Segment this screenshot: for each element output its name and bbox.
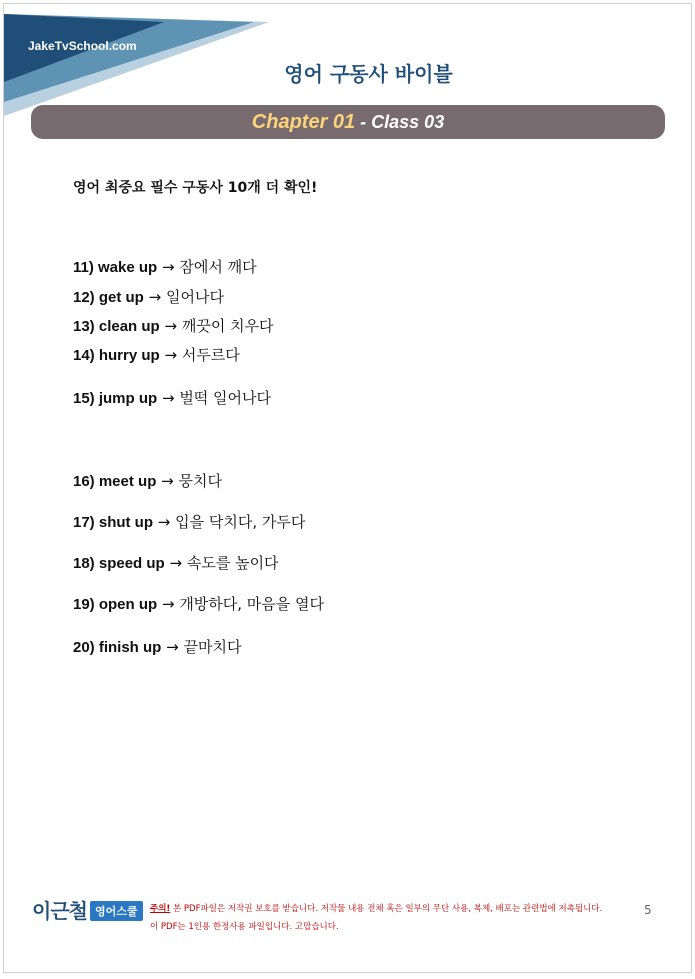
arrow-icon: →: [161, 389, 175, 407]
brand-logo: 이근철: [32, 899, 87, 923]
page-number: 5: [644, 903, 652, 917]
site-name: JakeTvSchool.com: [28, 39, 137, 53]
meaning: 잠에서 깨다: [179, 258, 257, 276]
document-page: [3, 3, 692, 973]
phrasal-verb: 14) hurry up: [73, 347, 160, 364]
meaning: 속도를 높이다: [186, 554, 279, 572]
arrow-icon: →: [161, 595, 175, 613]
arrow-icon: →: [162, 258, 175, 276]
arrow-icon: →: [164, 317, 178, 335]
class-number: - Class 03: [355, 112, 445, 132]
phrasal-verb: 15) jump up: [73, 390, 158, 407]
warning-label: 주의!: [150, 904, 171, 914]
chapter-bar: [31, 105, 665, 139]
page-footer: [4, 892, 692, 942]
phrasal-verb: 11) wake up: [73, 259, 158, 276]
meaning: 일어나다: [165, 288, 224, 306]
phrasal-verb-item: [73, 552, 279, 573]
arrow-icon: →: [166, 638, 179, 656]
book-title: 영어 구동사 바이블: [284, 62, 453, 86]
chapter-number: Chapter 01: [251, 111, 356, 133]
phrasal-verb: 20) finish up: [73, 639, 162, 656]
meaning: 깨끗이 치우다: [181, 317, 274, 335]
intro-text: 영어 최중요 필수 구동사 10개 더 확인!: [73, 180, 318, 196]
phrasal-verb: 17) shut up: [73, 514, 154, 531]
phrasal-verb: 16) meet up: [73, 473, 157, 490]
arrow-icon: →: [161, 472, 174, 490]
meaning: 서두르다: [181, 346, 240, 364]
phrasal-verb: 19) open up: [73, 596, 158, 613]
phrasal-verb-item: [73, 511, 305, 532]
meaning: 벌떡 일어나다: [179, 389, 272, 407]
copyright-text: 본 PDF파일은 저작권 보호를 받습니다. 저작물 내용 전체 혹은 일부의 무단 사용, 복제, 배포는 관련법에 저촉됩니다.: [170, 904, 603, 914]
phrasal-verb-item: [73, 344, 240, 365]
phrasal-verb-item: [73, 470, 222, 491]
phrasal-verb-item: [73, 387, 271, 408]
phrasal-verb-item: [73, 636, 241, 657]
meaning: 입을 닥치다, 가두다: [175, 513, 306, 531]
phrasal-verb: 18) speed up: [73, 555, 165, 572]
arrow-icon: →: [157, 513, 171, 531]
license-notice: 이 PDF는 1인용 한정사용 파일입니다. 고맙습니다.: [150, 922, 339, 932]
phrasal-verb-item: [73, 315, 274, 336]
meaning: 끝마치다: [183, 638, 242, 656]
meaning: 개방하다, 마음을 열다: [179, 595, 325, 613]
arrow-icon: →: [164, 346, 178, 364]
meaning: 뭉치다: [178, 472, 222, 490]
arrow-icon: →: [148, 288, 162, 306]
arrow-icon: →: [169, 554, 183, 572]
phrasal-verb-item: [73, 256, 257, 277]
copyright-notice: [150, 902, 602, 914]
phrasal-verb-item: [73, 286, 224, 307]
phrasal-verb: 13) clean up: [73, 318, 160, 335]
brand-badge: 영어스쿨: [90, 901, 143, 921]
phrasal-verb: 12) get up: [73, 289, 144, 306]
phrasal-verb-item: [73, 593, 324, 614]
